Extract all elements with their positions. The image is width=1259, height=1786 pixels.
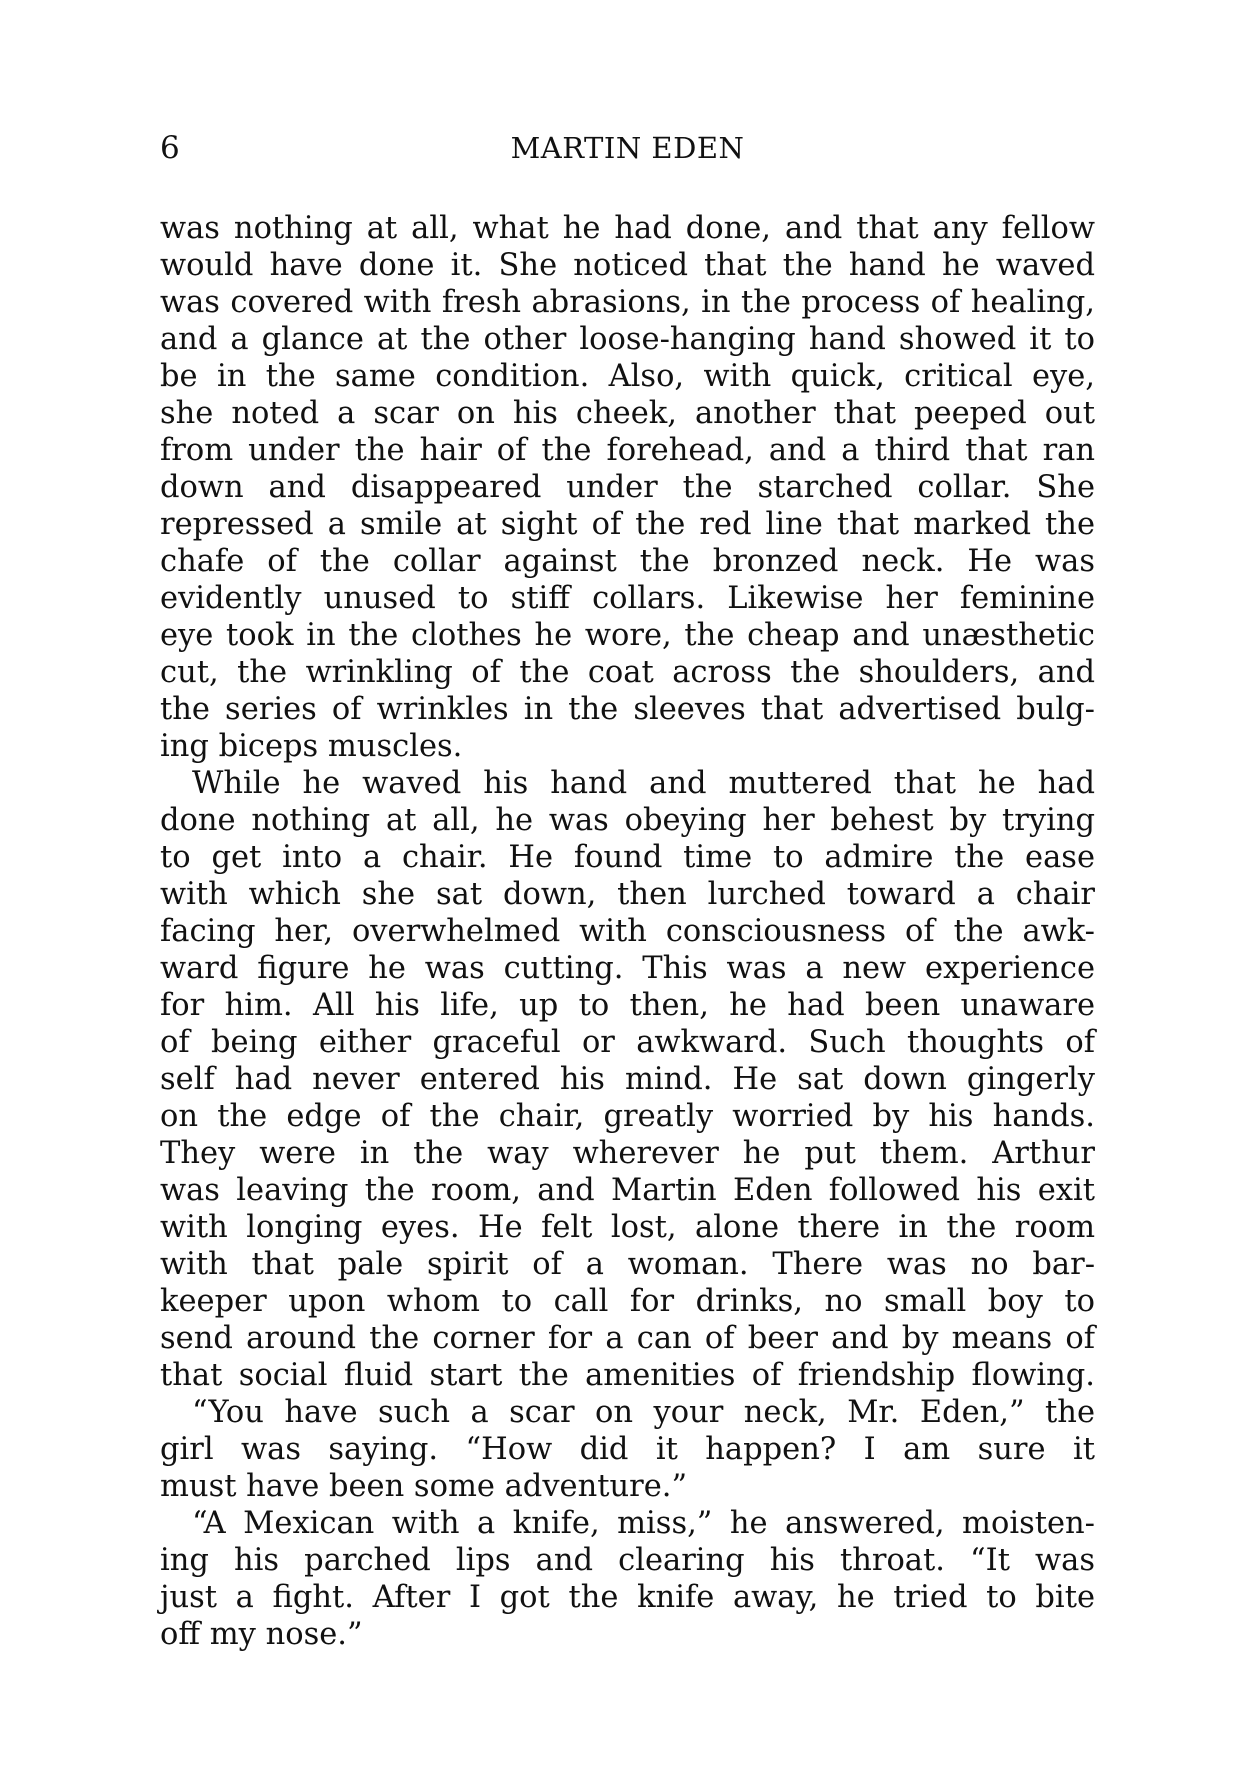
page-header (160, 128, 1095, 168)
text-line: and a glance at the other loose-hanging hand showed it to (160, 322, 1095, 357)
text-line: cut, the wrinkling of the coat across the shoulders, and (160, 655, 1095, 690)
text-line: off my nose.” (160, 1617, 363, 1652)
text-line: ward figure he was cutting. This was a new experience (160, 951, 1095, 986)
text-line: ing his parched lips and clearing his throat. “It was (160, 1543, 1095, 1578)
text-line: ing biceps muscles. (160, 729, 463, 764)
text-line: with longing eyes. He felt lost, alone there in the room (160, 1210, 1095, 1245)
text-line: she noted a scar on his cheek, another that peeped out (160, 396, 1095, 431)
text-line: was covered with fresh abrasions, in the process of healing, (160, 285, 1095, 320)
text-line: done nothing at all, he was obeying her behest by trying (160, 803, 1095, 838)
text-line: must have been some adventure.” (160, 1469, 688, 1504)
text-line: would have done it. She noticed that the hand he waved (160, 248, 1095, 283)
text-line: be in the same condition. Also, with quick, critical eye, (160, 359, 1095, 394)
text-line: on the edge of the chair, greatly worried by his hands. (160, 1099, 1095, 1134)
text-line: “A Mexican with a knife, miss,” he answered, moisten- (192, 1506, 1095, 1541)
text-line: eye took in the clothes he wore, the cheap and unæsthetic (160, 618, 1095, 653)
running-title: MARTIN EDEN (510, 131, 745, 165)
text-line: was leaving the room, and Martin Eden followed his exit (160, 1173, 1095, 1208)
text-line: chafe of the collar against the bronzed neck. He was (160, 544, 1095, 579)
text-line: self had never entered his mind. He sat down gingerly (160, 1062, 1095, 1097)
body-text (160, 210, 1095, 1653)
text-line: down and disappeared under the starched collar. She (160, 470, 1095, 505)
page-number: 6 (160, 130, 180, 166)
text-line: send around the corner for a can of beer and by means of (160, 1321, 1095, 1356)
text-line: for him. All his life, up to then, he had been unaware (160, 988, 1095, 1023)
text-line: with that pale spirit of a woman. There was no bar- (160, 1247, 1095, 1282)
text-line: evidently unused to stiff collars. Likewise her feminine (160, 581, 1095, 616)
text-line: just a fight. After I got the knife away, he tried to bite (160, 1580, 1095, 1615)
text-line: that social fluid start the amenities of friendship flowing. (160, 1358, 1095, 1393)
text-line: facing her, overwhelmed with consciousness of the awk- (160, 914, 1095, 949)
text-line: of being either graceful or awkward. Such thoughts of (160, 1025, 1095, 1060)
text-line: keeper upon whom to call for drinks, no small boy to (160, 1284, 1095, 1319)
text-line: They were in the way wherever he put them. Arthur (160, 1136, 1095, 1171)
text-line: repressed a smile at sight of the red line that marked the (160, 507, 1095, 542)
text-line: girl was saying. “How did it happen? I am sure it (160, 1432, 1095, 1467)
text-line: While he waved his hand and muttered that he had (192, 766, 1095, 801)
text-line: was nothing at all, what he had done, and that any fellow (160, 211, 1095, 246)
text-line: “You have such a scar on your neck, Mr. Eden,” the (192, 1395, 1095, 1430)
text-line: the series of wrinkles in the sleeves that advertised bulg- (160, 692, 1095, 727)
text-line: with which she sat down, then lurched toward a chair (160, 877, 1095, 912)
text-line: from under the hair of the forehead, and a third that ran (160, 433, 1095, 468)
text-line: to get into a chair. He found time to admire the ease (160, 840, 1095, 875)
